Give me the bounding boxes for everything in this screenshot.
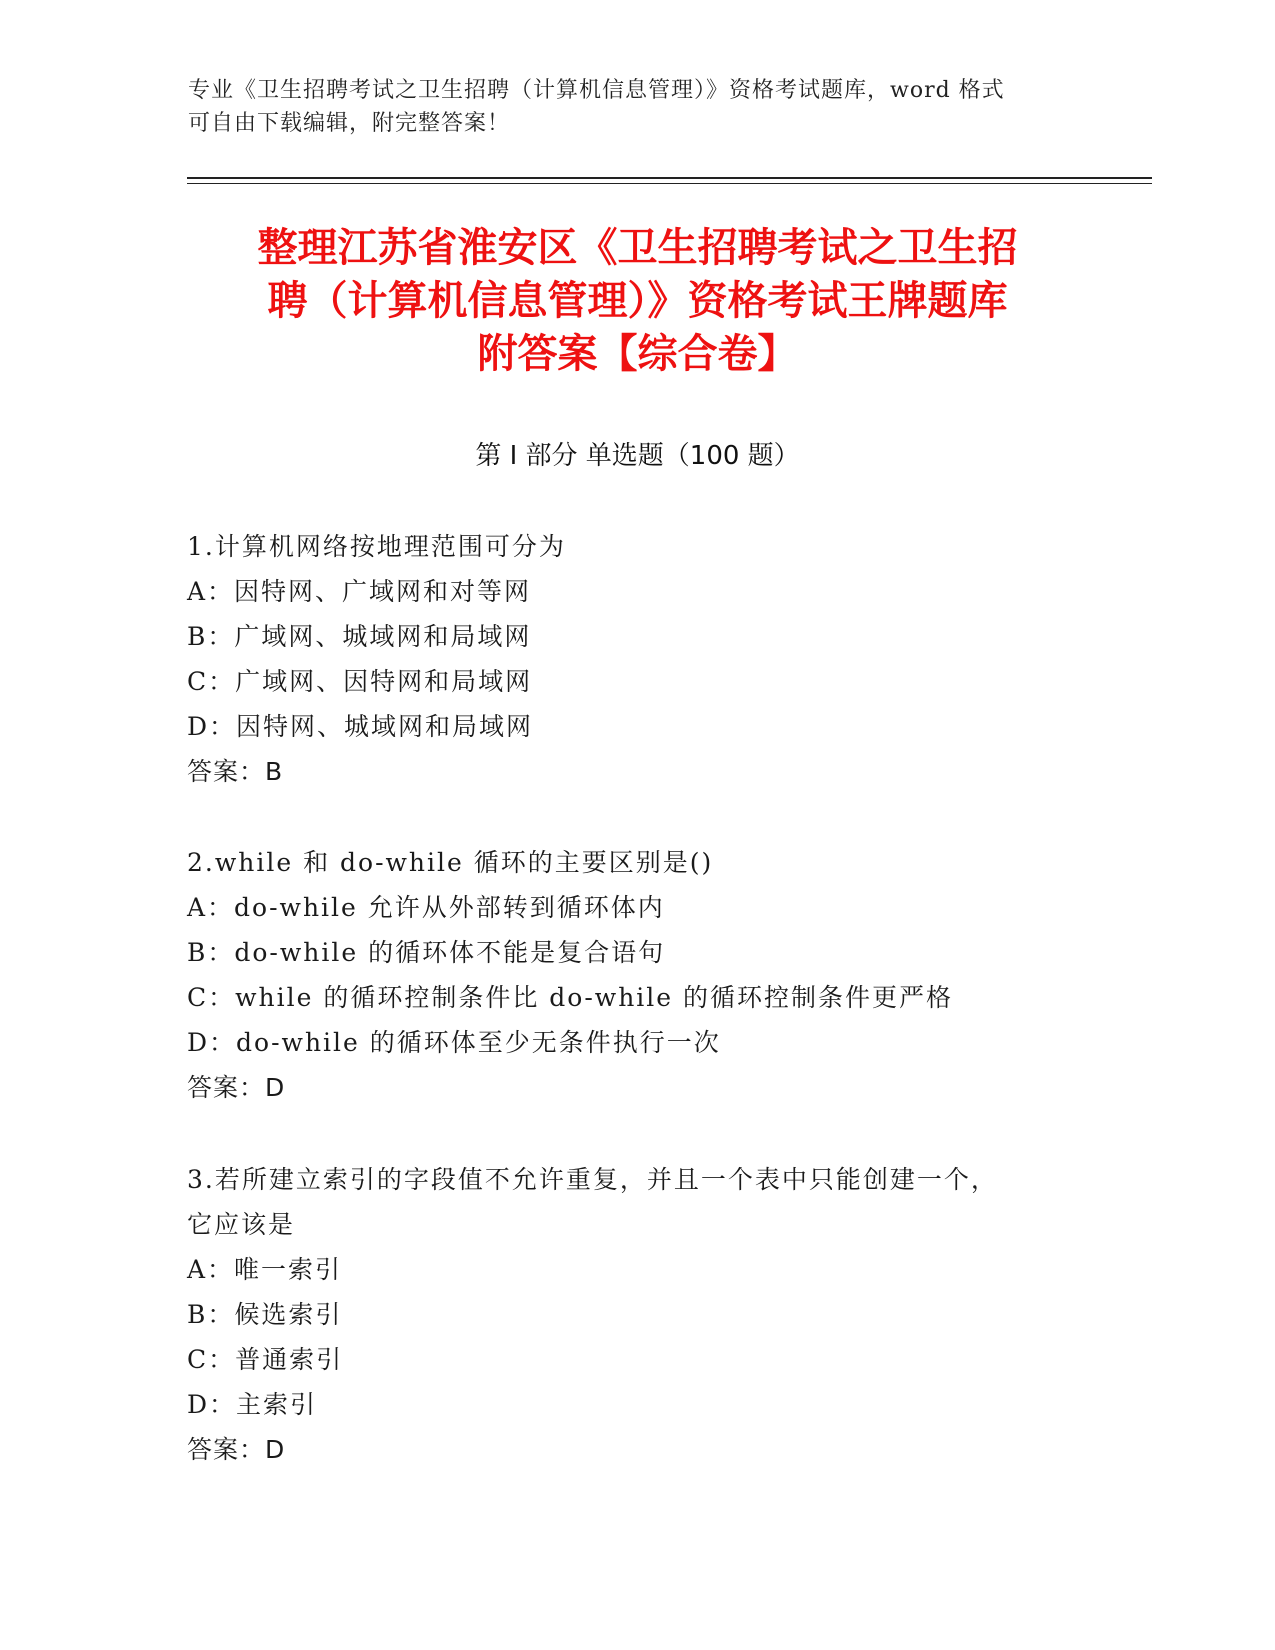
answer: 答案：D [187,1435,286,1464]
answer: 答案：D [187,1073,286,1102]
header-note [188,74,1068,140]
document-title [150,222,1125,381]
option-c: C：广域网、因特网和局域网 [187,667,533,696]
option-a: A：do-while 允许从外部转到循环体内 [187,893,665,922]
document-title-line-2: 聘（计算机信息管理）》资格考试王牌题库 [267,278,1008,324]
question-stem-line-1: 3.若所建立索引的字段值不允许重复，并且一个表中只能创建一个， [187,1165,998,1194]
header-rule-thick [187,177,1152,179]
document-title-line-1: 整理江苏省淮安区《卫生招聘考试之卫生招 [257,225,1018,271]
question-stem: 2.while 和 do-while 循环的主要区别是() [187,848,714,877]
option-c: C：普通索引 [187,1345,344,1374]
option-d: D：因特网、城域网和局域网 [187,712,534,741]
header-rule-thin [187,183,1152,184]
question-3 [187,1157,1087,1472]
option-d: D：主索引 [187,1390,318,1419]
question-1 [187,524,1087,794]
answer: 答案：B [187,757,284,786]
question-stem: 1.计算机网络按地理范围可分为 [187,532,566,561]
option-c: C：while 的循环控制条件比 do-while 的循环控制条件更严格 [187,983,954,1012]
option-a: A：因特网、广域网和对等网 [187,577,532,606]
option-d: D：do-while 的循环体至少无条件执行一次 [187,1028,721,1057]
option-b: B：候选索引 [187,1300,343,1329]
question-stem-line-2: 它应该是 [187,1210,296,1239]
question-2 [187,840,1087,1110]
option-b: B：广域网、城域网和局域网 [187,622,532,651]
header-note-line-2: 可自由下载编辑，附完整答案！ [188,111,511,136]
section-heading: 第 I 部分 单选题（100 题） [475,441,800,471]
document-title-line-3: 附答案【综合卷】 [477,331,798,377]
option-a: A：唯一索引 [187,1255,343,1284]
header-note-line-1: 专业《卫生招聘考试之卫生招聘（计算机信息管理）》资格考试题库，word 格式 [188,78,1005,103]
option-b: B：do-while 的循环体不能是复合语句 [187,938,666,967]
